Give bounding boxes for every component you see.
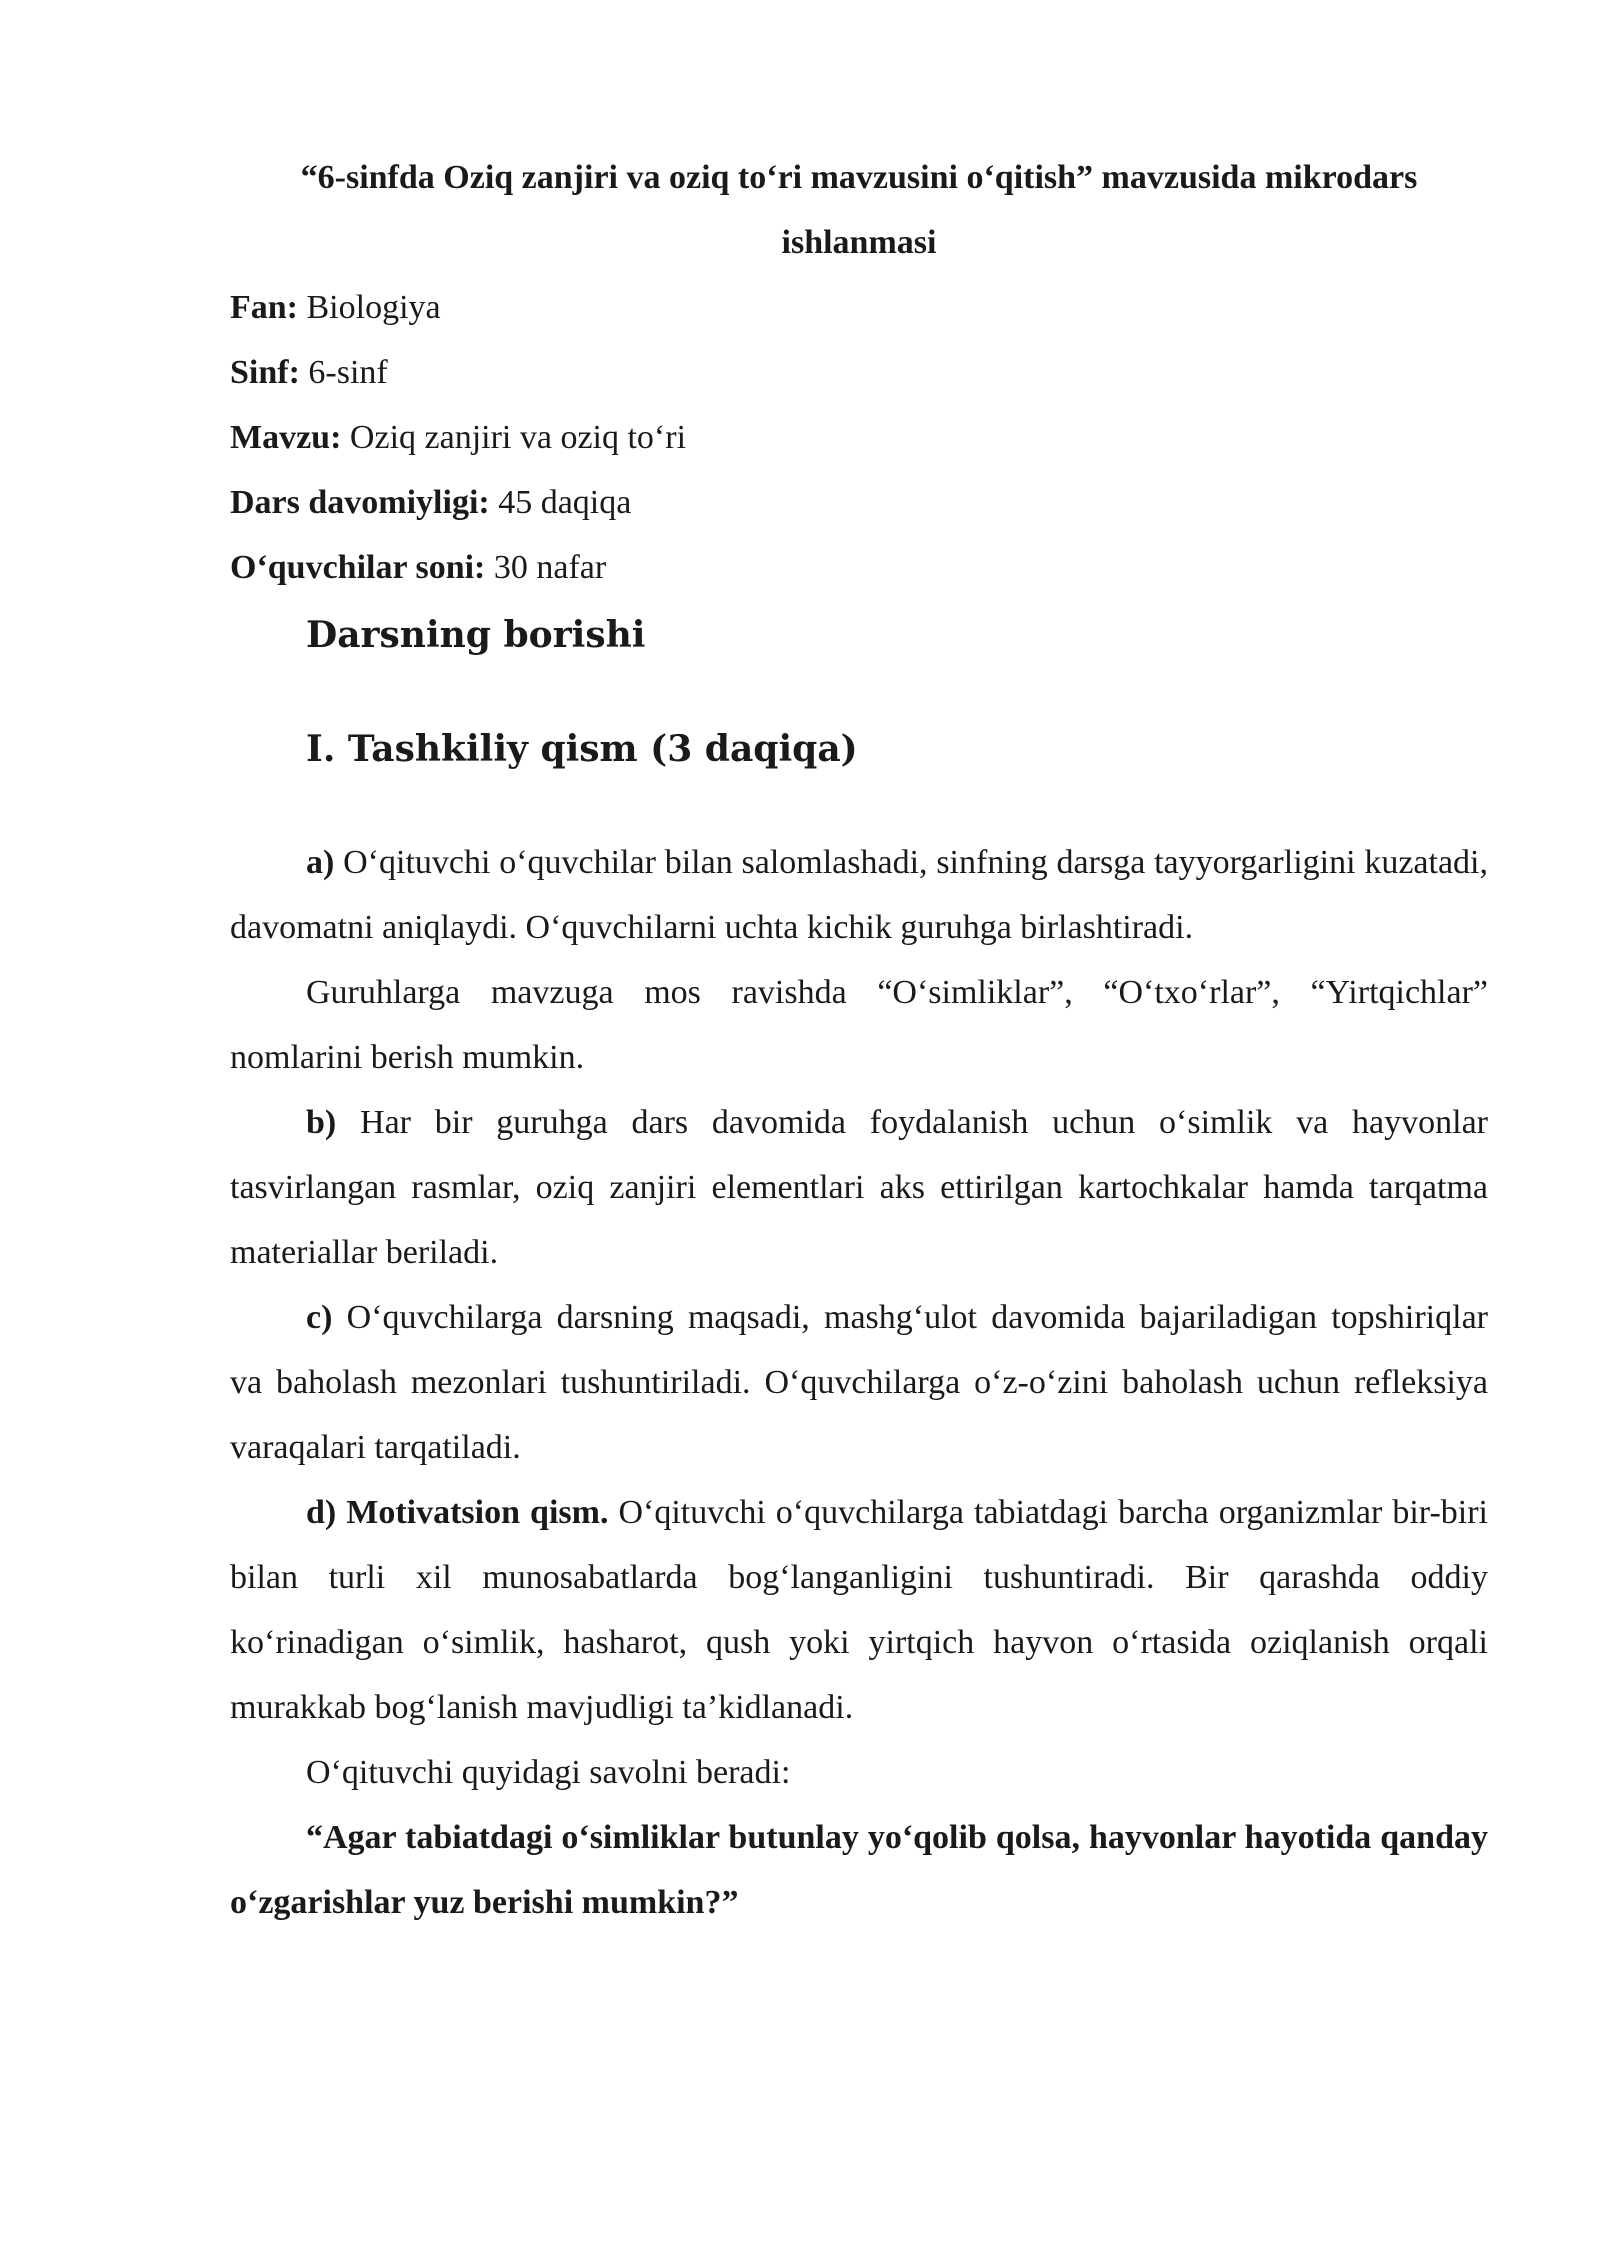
paragraph-groups: [230, 960, 1488, 1090]
meta-grade: [230, 340, 1488, 405]
meta-label: Dars davomiyligi:: [230, 484, 490, 521]
meta-value: Oziq zanjiri va oziq to‘ri: [341, 419, 687, 456]
paragraph-text: O‘quvchilarga darsning maqsadi, mashg‘ulot davomida bajariladigan topshiriqlar va baholash mezonlari tushuntiriladi. O‘quvchilarga o‘z-o‘zini baholash uchun refleksiya varaqalari tarqatiladi.: [230, 1299, 1488, 1466]
meta-label: Fan:: [230, 289, 298, 326]
paragraph-lead: b): [306, 1104, 337, 1141]
meta-topic: [230, 405, 1488, 470]
meta-value: Biologiya: [298, 289, 441, 326]
meta-value: 45 daqiqa: [489, 484, 632, 521]
lesson-body: [230, 830, 1488, 1935]
meta-duration: [230, 470, 1488, 535]
paragraph-c: [230, 1285, 1488, 1480]
paragraph-text: O‘qituvchi o‘quvchilarga tabiatdagi barcha organizmlar bir-biri bilan turli xil munosabatlarda bog‘langanligini tushuntiradi. Bir qarashda oddiy ko‘rinadigan o‘simlik, hasharot, qush yoki yirtqich hayvon o‘rtasida oziqlanish orqali murakkab bog‘lanish mavjudligi ta’kidlanadi.: [230, 1494, 1488, 1726]
meta-label: Sinf:: [230, 354, 300, 391]
meta-label: O‘quvchilar soni:: [230, 549, 486, 586]
meta-value: 6-sinf: [299, 354, 388, 391]
meta-label: Mavzu:: [230, 419, 342, 456]
paragraph-d: [230, 1480, 1488, 1740]
document-title: “6-sinfda Oziq zanjiri va oziq to‘ri mavzusini o‘qitish” mavzusida mikrodars ishlanmasi: [300, 159, 1418, 261]
paragraph-a: [230, 830, 1488, 960]
paragraph-text: O‘qituvchi o‘quvchilar bilan salomlashadi, sinfning darsga tayyorgarligini kuzatadi, davomatni aniqlaydi. O‘quvchilarni uchta kichik guruhga birlashtiradi.: [230, 844, 1488, 946]
lesson-meta: [230, 275, 1488, 600]
meta-value: 30 nafar: [485, 549, 607, 586]
heading-organizational-part: I. Tashkiliy qism (3 daqiqa): [306, 728, 858, 770]
paragraph-question-intro: [230, 1740, 1488, 1805]
meta-subject: [230, 275, 1488, 340]
meta-students: [230, 535, 1488, 600]
paragraph-b: [230, 1090, 1488, 1285]
motivational-question: “Agar tabiatdagi o‘simliklar butunlay yo‘qolib qolsa, hayvonlar hayotida qanday o‘zgarishlar yuz berishi mumkin?”: [230, 1819, 1488, 1921]
paragraph-text: Har bir guruhga dars davomida foydalanish uchun o‘simlik va hayvonlar tasvirlangan rasmlar, oziq zanjiri elementlari aks ettirilgan kartochkalar hamda tarqatma materiallar beriladi.: [230, 1104, 1488, 1271]
paragraph-text: Guruhlarga mavzuga mos ravishda “O‘simliklar”, “O‘txo‘rlar”, “Yirtqichlar” nomlarini berish mumkin.: [230, 974, 1488, 1076]
paragraph-text: O‘qituvchi quyidagi savolni beradi:: [306, 1754, 791, 1791]
paragraph-lead: a): [306, 844, 335, 881]
document-page: [230, 145, 1488, 1935]
paragraph-lead: d) Motivatsion qism.: [306, 1494, 609, 1531]
heading-lesson-flow: Darsning borishi: [306, 614, 646, 656]
paragraph-lead: c): [306, 1299, 333, 1336]
